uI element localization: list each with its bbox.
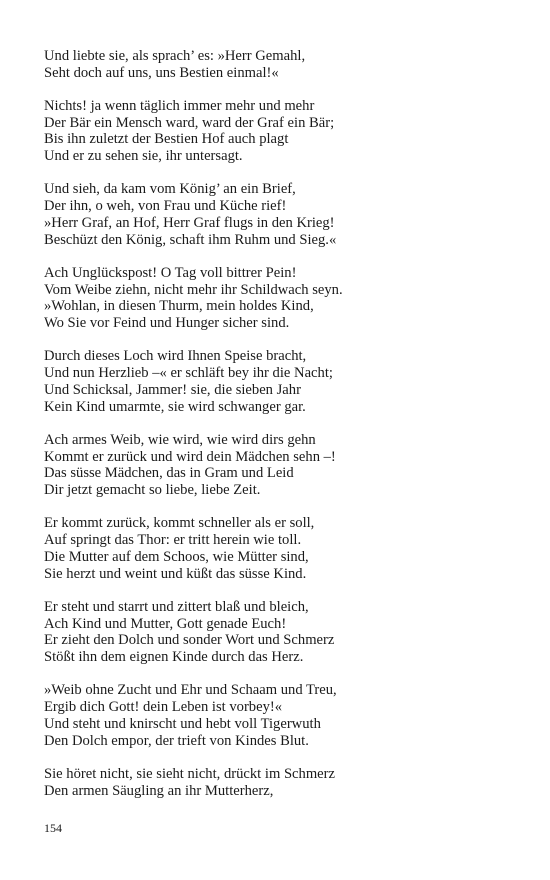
poem-line: Sie höret nicht, sie sieht nicht, drückt im Schmerz bbox=[44, 765, 335, 782]
poem-body bbox=[44, 48, 514, 816]
poem-line: Das süsse Mädchen, das in Gram und Leid bbox=[44, 465, 294, 482]
poem-line: Sie herzt und weint und küßt das süsse Kind. bbox=[44, 565, 307, 582]
poem-line: Und liebte sie, als sprach’ es: »Herr Gemahl, bbox=[44, 48, 306, 64]
poem-line: Nichts! ja wenn täglich immer mehr und mehr bbox=[44, 97, 315, 114]
poem-line: Kommt er zurück und wird dein Mädchen sehn –! bbox=[44, 448, 336, 465]
poem-line: Und steht und knirscht und hebt voll Tigerwuth bbox=[44, 715, 321, 732]
poem-line: Den Dolch empor, der trieft von Kindes Blut. bbox=[44, 732, 309, 749]
poem-line: Er kommt zurück, kommt schneller als er soll, bbox=[44, 515, 315, 532]
poem-line: Und Schicksal, Jammer! sie, die sieben Jahr bbox=[44, 381, 301, 398]
stanza bbox=[44, 515, 514, 582]
stanza bbox=[44, 348, 514, 415]
poem-line: Wo Sie vor Feind und Hunger sicher sind. bbox=[44, 315, 290, 332]
poem-line: Seht doch auf uns, uns Bestien einmal!« bbox=[44, 64, 279, 81]
poem-line: Den armen Säugling an ihr Mutterherz, bbox=[44, 782, 274, 799]
poem-line: Und er zu sehen sie, ihr untersagt. bbox=[44, 148, 243, 165]
poem-line: Ergib dich Gott! dein Leben ist vorbey!« bbox=[44, 699, 283, 716]
poem-line: Und nun Herzlieb –« er schläft bey ihr die Nacht; bbox=[44, 365, 333, 382]
poem-line: Er steht und starrt und zittert blaß und bleich, bbox=[44, 598, 309, 615]
poem-line: Und sieh, da kam vom König’ an ein Brief, bbox=[44, 181, 296, 198]
stanza bbox=[44, 98, 514, 165]
stanza bbox=[44, 682, 514, 749]
poem-line: »Weib ohne Zucht und Ehr und Schaam und Treu, bbox=[44, 682, 337, 699]
poem-line: Der Bär ein Mensch ward, ward der Graf ein Bär; bbox=[44, 114, 335, 131]
poem-line: Ach Kind und Mutter, Gott genade Euch! bbox=[44, 615, 287, 632]
stanza bbox=[44, 432, 514, 499]
poem-line: Der ihn, o weh, von Frau und Küche rief! bbox=[44, 198, 287, 215]
page-number: 154 bbox=[44, 821, 62, 835]
poem-line: Auf springt das Thor: er tritt herein wie toll. bbox=[44, 532, 302, 549]
poem-line: Ach Unglückspost! O Tag voll bittrer Pein! bbox=[44, 264, 297, 281]
stanza bbox=[44, 48, 514, 82]
stanza bbox=[44, 599, 514, 666]
poem-line: Ach armes Weib, wie wird, wie wird dirs gehn bbox=[44, 431, 316, 448]
poem-line: Die Mutter auf dem Schoos, wie Mütter sind, bbox=[44, 548, 309, 565]
poem-line: »Herr Graf, an Hof, Herr Graf flugs in den Krieg! bbox=[44, 214, 335, 231]
poem-line: Durch dieses Loch wird Ihnen Speise bracht, bbox=[44, 348, 307, 365]
poem-line: Beschüzt den König, schaft ihm Ruhm und Sieg.« bbox=[44, 231, 337, 248]
poem-line: Vom Weibe ziehn, nicht mehr ihr Schildwach seyn. bbox=[44, 281, 343, 298]
stanza bbox=[44, 181, 514, 248]
poem-line: Dir jetzt gemacht so liebe, liebe Zeit. bbox=[44, 482, 261, 499]
poem-line: Er zieht den Dolch und sonder Wort und Schmerz bbox=[44, 632, 335, 649]
poem-line: »Wohlan, in diesen Thurm, mein holdes Kind, bbox=[44, 298, 314, 315]
stanza bbox=[44, 265, 514, 332]
poem-line: Stößt ihn dem eignen Kinde durch das Herz. bbox=[44, 649, 304, 666]
poem-line: Kein Kind umarmte, sie wird schwanger gar. bbox=[44, 398, 306, 415]
stanza bbox=[44, 766, 514, 800]
poem-line: Bis ihn zuletzt der Bestien Hof auch plagt bbox=[44, 131, 289, 148]
